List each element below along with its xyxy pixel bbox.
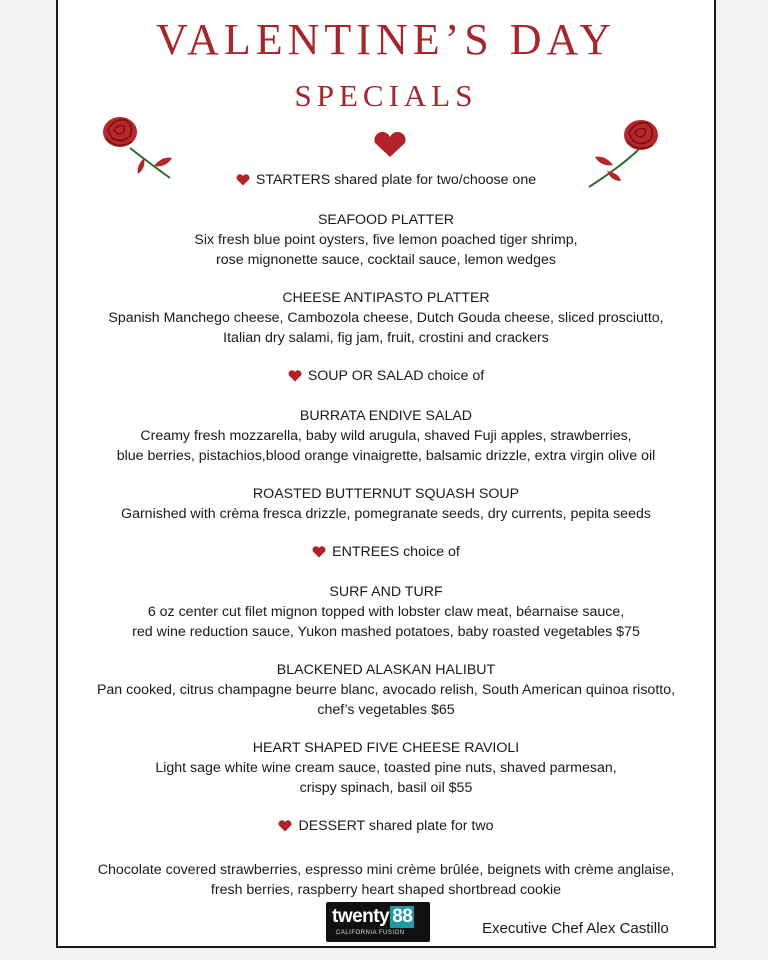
item-name: SURF AND TURF <box>329 584 443 600</box>
item-description: Spanish Manchego cheese, Cambozola cheese, Dutch Gouda cheese, sliced prosciutto, <box>108 310 664 326</box>
page-title: VALENTINE’S DAY <box>156 15 616 64</box>
menu-item <box>58 406 714 466</box>
menu-page <box>56 0 716 948</box>
heart-icon <box>278 820 292 832</box>
section-heading-soup-salad: SOUP OR SALAD choice of <box>288 366 484 386</box>
item-description: Pan cooked, citrus champagne beurre blanc, avocado relish, South American quinoa risotto, <box>96 682 676 698</box>
item-name: SEAFOOD PLATTER <box>317 212 455 228</box>
item-name: BLACKENED ALASKAN HALIBUT <box>276 662 496 678</box>
menu-item <box>58 738 714 798</box>
menu-item <box>58 582 714 642</box>
item-description: blue berries, pistachios,blood orange vinaigrette, balsamic drizzle, extra virgin olive oil <box>116 448 656 464</box>
menu-item <box>58 484 714 524</box>
item-description: Light sage white wine cream sauce, toasted pine nuts, shaved parmesan, <box>155 760 617 776</box>
logo-word: twenty <box>332 906 390 927</box>
footer <box>58 900 714 940</box>
section-heading-starters: STARTERS shared plate for two/choose one <box>236 170 536 190</box>
item-description: chef’s vegetables $65 <box>317 702 455 718</box>
item-description: fresh berries, raspberry heart shaped shortbread cookie <box>210 882 562 898</box>
heart-icon <box>236 174 250 186</box>
logo-tagline: CALIFORNIA FUSION <box>336 930 405 936</box>
item-name: HEART SHAPED FIVE CHEESE RAVIOLI <box>252 740 520 756</box>
item-description: 6 oz center cut filet mignon topped with lobster claw meat, béarnaise sauce, <box>147 604 625 620</box>
menu-item <box>58 210 714 270</box>
restaurant-logo <box>326 902 430 942</box>
section-heading-dessert: DESSERT shared plate for two <box>278 816 493 836</box>
item-description: Six fresh blue point oysters, five lemon poached tiger shrimp, <box>194 232 578 248</box>
item-description: crispy spinach, basil oil $55 <box>299 780 473 796</box>
menu-item <box>58 860 714 900</box>
item-description: red wine reduction sauce, Yukon mashed potatoes, baby roasted vegetables $75 <box>132 624 640 640</box>
item-description: Creamy fresh mozzarella, baby wild arugula, shaved Fuji apples, strawberries, <box>140 428 632 444</box>
heart-icon <box>288 370 302 382</box>
item-name: CHEESE ANTIPASTO PLATTER <box>282 290 490 306</box>
heart-icon <box>372 132 408 158</box>
heart-icon <box>312 546 326 558</box>
logo-number: 88 <box>392 906 413 927</box>
menu-item <box>58 288 714 348</box>
item-description: Garnished with crèma fresca drizzle, pomegranate seeds, dry currents, pepita seeds <box>121 506 651 522</box>
item-name: BURRATA ENDIVE SALAD <box>299 408 473 424</box>
item-description: Chocolate covered strawberries, espresso mini crème brûlée, beignets with crème anglaise, <box>97 862 675 878</box>
menu-content <box>58 170 714 900</box>
page-subtitle: SPECIALS <box>294 78 478 113</box>
item-description: Italian dry salami, fig jam, fruit, crostini and crackers <box>223 330 549 346</box>
section-heading-entrees: ENTREES choice of <box>312 542 460 562</box>
menu-item <box>58 660 714 720</box>
item-name: ROASTED BUTTERNUT SQUASH SOUP <box>252 486 520 502</box>
item-description: rose mignonette sauce, cocktail sauce, lemon wedges <box>216 252 556 268</box>
chef-credit: Executive Chef Alex Castillo <box>482 920 669 937</box>
